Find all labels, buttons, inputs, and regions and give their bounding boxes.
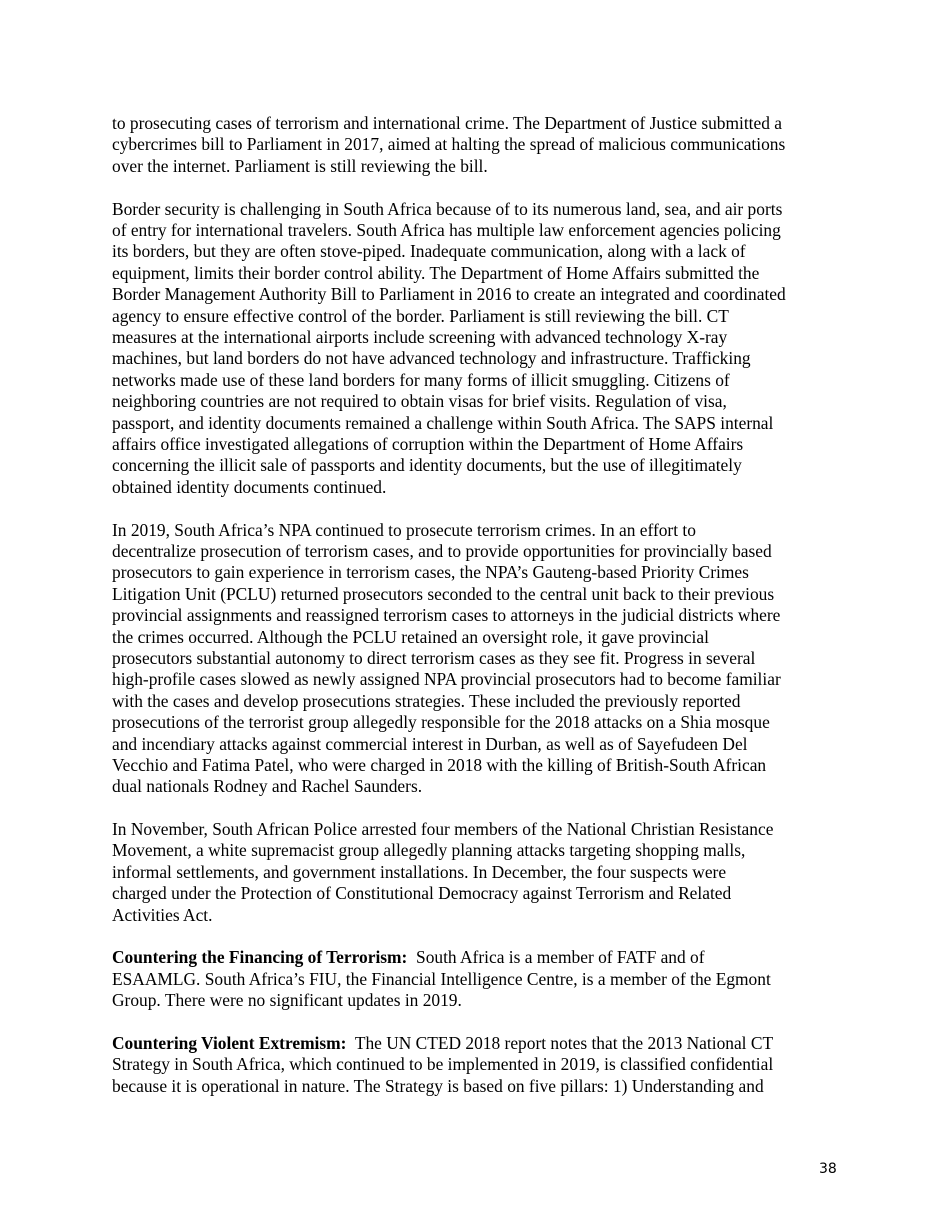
text-line: to prosecuting cases of terrorism and international crime. The Department of Justice submitted a <box>112 113 782 133</box>
text-line: cybercrimes bill to Parliament in 2017, aimed at halting the spread of malicious communications <box>112 134 786 155</box>
text-line: Litigation Unit (PCLU) returned prosecutors seconded to the central unit back to their previous <box>112 583 775 604</box>
text-line: measures at the international airports include screening with advanced technology X-ray <box>112 326 728 347</box>
text-line: passport, and identity documents remained a challenge within South Africa. The SAPS internal <box>112 412 774 433</box>
text-line: prosecutors substantial autonomy to direct terrorism cases as they see fit. Progress in several <box>112 647 756 668</box>
text-line: and incendiary attacks against commercial interest in Durban, as well as of Sayefudeen Del <box>112 733 748 754</box>
text-line <box>112 1033 852 1054</box>
paragraph-police-arrests <box>112 819 852 926</box>
text-line: decentralize prosecution of terrorism cases, and to provide opportunities for provincially based <box>112 540 772 561</box>
text-line: Movement, a white supremacist group allegedly planning attacks targeting shopping malls, <box>112 840 746 861</box>
text-line: ESAAMLG. South Africa’s FIU, the Financial Intelligence Centre, is a member of the Egmont <box>112 968 771 989</box>
text-line: machines, but land borders do not have advanced technology and infrastructure. Trafficking <box>112 348 751 369</box>
text-run: South Africa is a member of FATF and of <box>407 947 705 968</box>
text-line: prosecutors to gain experience in terrorism cases, the NPA’s Gauteng-based Priority Crimes <box>112 562 749 583</box>
paragraph-countering-financing <box>112 947 852 1011</box>
section-heading-cve: Countering Violent Extremism: <box>112 1032 347 1053</box>
paragraph-npa-prosecutions <box>112 520 852 798</box>
text-line: prosecutions of the terrorist group allegedly responsible for the 2018 attacks on a Shia mosque <box>112 712 770 733</box>
text-line: Vecchio and Fatima Patel, who were charged in 2018 with the killing of British-South African <box>112 754 767 775</box>
text-line: dual nationals Rodney and Rachel Saunders. <box>112 776 423 797</box>
text-line: obtained identity documents continued. <box>112 476 387 497</box>
section-heading-cft: Countering the Financing of Terrorism: <box>112 947 408 968</box>
paragraph-countering-violent-extremism <box>112 1033 852 1097</box>
text-line: with the cases and develop prosecutions strategies. These included the previously reported <box>112 690 741 711</box>
text-line: because it is operational in nature. The Strategy is based on five pillars: 1) Understanding and <box>112 1075 764 1096</box>
text-line: Strategy in South Africa, which continued to be implemented in 2019, is classified confidential <box>112 1054 774 1075</box>
text-line: equipment, limits their border control ability. The Department of Home Affairs submitted the <box>112 262 760 283</box>
text-line: affairs office investigated allegations of corruption within the Department of Home Affairs <box>112 433 744 454</box>
text-line: In November, South African Police arrested four members of the National Christian Resistance <box>112 819 774 840</box>
text-line: agency to ensure effective control of the border. Parliament is still reviewing the bill. CT <box>112 305 729 326</box>
text-line: Border security is challenging in South Africa because of to its numerous land, sea, and air ports <box>112 198 783 219</box>
text-line: of entry for international travelers. South Africa has multiple law enforcement agencies policing <box>112 219 781 240</box>
paragraph-cybercrimes <box>112 113 852 177</box>
text-line: over the internet. Parliament is still reviewing the bill. <box>112 155 488 176</box>
text-line: networks made use of these land borders for many forms of illicit smuggling. Citizens of <box>112 369 730 390</box>
text-line: In 2019, South Africa’s NPA continued to prosecute terrorism crimes. In an effort to <box>112 519 696 540</box>
text-line: neighboring countries are not required to obtain visas for brief visits. Regulation of visa, <box>112 391 727 412</box>
text-line: informal settlements, and government installations. In December, the four suspects were <box>112 861 727 882</box>
text-line: provincial assignments and reassigned terrorism cases to attorneys in the judicial districts where <box>112 605 781 626</box>
text-line <box>112 947 852 968</box>
text-line: charged under the Protection of Constitutional Democracy against Terrorism and Related <box>112 883 732 904</box>
page-number: 38 <box>819 1161 837 1177</box>
text-line: Activities Act. <box>112 904 213 925</box>
text-line: high-profile cases slowed as newly assigned NPA provincial prosecutors had to become familiar <box>112 669 781 690</box>
text-line: its borders, but they are often stove-piped. Inadequate communication, along with a lack of <box>112 241 746 262</box>
text-line: Group. There were no significant updates in 2019. <box>112 990 462 1011</box>
text-line: concerning the illicit sale of passports and identity documents, but the use of illegitimately <box>112 455 742 476</box>
text-line: Border Management Authority Bill to Parliament in 2016 to create an integrated and coordinated <box>112 284 786 305</box>
body-text <box>112 113 852 1118</box>
paragraph-border-security <box>112 199 852 499</box>
text-line: the crimes occurred. Although the PCLU retained an oversight role, it gave provincial <box>112 626 709 647</box>
text-run: The UN CTED 2018 report notes that the 2013 National CT <box>346 1032 774 1053</box>
